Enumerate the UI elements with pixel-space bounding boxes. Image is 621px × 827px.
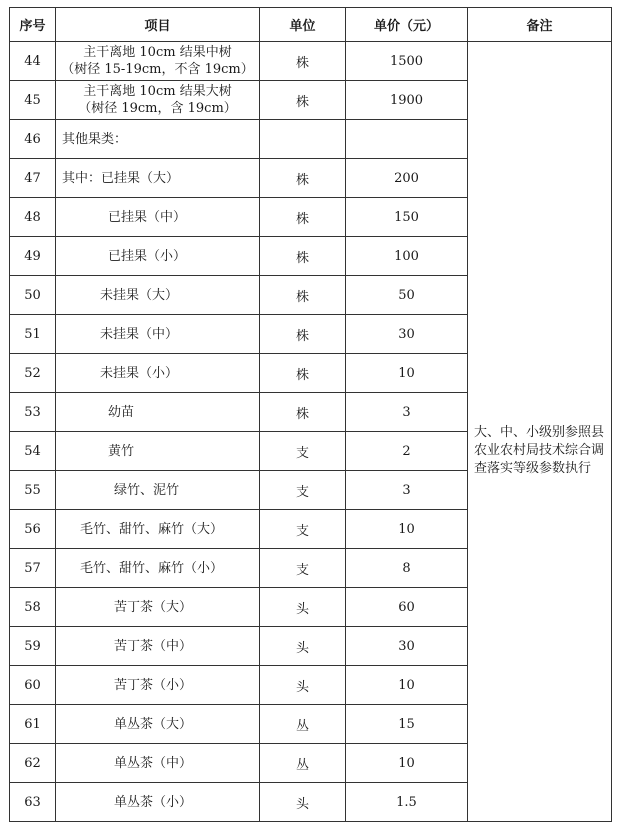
price-table [9, 7, 612, 822]
row-price: 10 [346, 354, 468, 393]
row-unit: 头 [260, 666, 346, 705]
row-unit: 头 [260, 588, 346, 627]
row-price: 1.5 [346, 783, 468, 822]
row-no: 45 [10, 81, 56, 120]
row-price: 1900 [346, 81, 468, 120]
row-item [56, 42, 260, 81]
header-price: 单价（元） [346, 8, 468, 42]
row-no: 52 [10, 354, 56, 393]
row-no: 61 [10, 705, 56, 744]
row-no: 55 [10, 471, 56, 510]
row-item: 其中：已挂果（大） [56, 159, 260, 198]
remark-cell: 大、中、小级别参照县农业农村局技术综合调查落实等级参数执行 [468, 81, 612, 822]
row-price: 100 [346, 237, 468, 276]
row-price: 10 [346, 510, 468, 549]
row-item: 单丛茶（中） [56, 744, 260, 783]
row-unit: 株 [260, 42, 346, 81]
row-unit: 支 [260, 471, 346, 510]
row-item: 未挂果（小） [56, 354, 260, 393]
row-unit: 头 [260, 627, 346, 666]
row-no: 47 [10, 159, 56, 198]
row-item-line2: （树径 15-19cm，不含 19cm） [61, 62, 254, 77]
row-unit: 株 [260, 354, 346, 393]
remark-top-cell [468, 42, 612, 81]
row-unit: 株 [260, 315, 346, 354]
row-unit: 支 [260, 510, 346, 549]
row-no: 57 [10, 549, 56, 588]
row-unit: 支 [260, 549, 346, 588]
row-unit: 支 [260, 432, 346, 471]
row-item: 苦丁茶（小） [56, 666, 260, 705]
row-price: 30 [346, 627, 468, 666]
row-no: 48 [10, 198, 56, 237]
row-item-line1: 主干离地 10cm 结果大树 [83, 84, 232, 99]
header-remark: 备注 [468, 8, 612, 42]
row-unit: 株 [260, 276, 346, 315]
row-no: 49 [10, 237, 56, 276]
row-item: 毛竹、甜竹、麻竹（大） [56, 510, 260, 549]
row-item: 苦丁茶（大） [56, 588, 260, 627]
row-item-line2: （树径 19cm，含 19cm） [78, 101, 237, 116]
row-unit: 丛 [260, 705, 346, 744]
row-item: 毛竹、甜竹、麻竹（小） [56, 549, 260, 588]
row-item: 绿竹、泥竹 [56, 471, 260, 510]
row-price: 200 [346, 159, 468, 198]
row-item: 单丛茶（小） [56, 783, 260, 822]
row-unit: 株 [260, 81, 346, 120]
header-row [10, 8, 612, 42]
header-no: 序号 [10, 8, 56, 42]
row-item-line1: 主干离地 10cm 结果中树 [83, 45, 232, 60]
row-item: 黄竹 [56, 432, 260, 471]
row-item [56, 81, 260, 120]
row-item: 苦丁茶（中） [56, 627, 260, 666]
row-unit: 株 [260, 393, 346, 432]
row-no: 54 [10, 432, 56, 471]
row-item: 未挂果（大） [56, 276, 260, 315]
table-row [10, 81, 612, 120]
row-unit [260, 120, 346, 159]
row-no: 53 [10, 393, 56, 432]
row-item: 其他果类： [56, 120, 260, 159]
row-no: 58 [10, 588, 56, 627]
table-row [10, 42, 612, 81]
row-price: 30 [346, 315, 468, 354]
row-price: 8 [346, 549, 468, 588]
row-item: 单丛茶（大） [56, 705, 260, 744]
row-price: 1500 [346, 42, 468, 81]
row-no: 50 [10, 276, 56, 315]
header-item: 项目 [56, 8, 260, 42]
row-unit: 丛 [260, 744, 346, 783]
row-price: 2 [346, 432, 468, 471]
row-no: 60 [10, 666, 56, 705]
row-no: 46 [10, 120, 56, 159]
row-no: 63 [10, 783, 56, 822]
row-item: 已挂果（小） [56, 237, 260, 276]
row-item: 幼苗 [56, 393, 260, 432]
row-item: 已挂果（中） [56, 198, 260, 237]
row-no: 59 [10, 627, 56, 666]
row-price: 3 [346, 471, 468, 510]
row-no: 44 [10, 42, 56, 81]
row-price: 60 [346, 588, 468, 627]
row-unit: 头 [260, 783, 346, 822]
row-price: 50 [346, 276, 468, 315]
row-no: 56 [10, 510, 56, 549]
row-price: 10 [346, 666, 468, 705]
row-price: 3 [346, 393, 468, 432]
row-price: 10 [346, 744, 468, 783]
row-unit: 株 [260, 159, 346, 198]
row-price [346, 120, 468, 159]
row-price: 150 [346, 198, 468, 237]
header-unit: 单位 [260, 8, 346, 42]
row-unit: 株 [260, 237, 346, 276]
row-no: 62 [10, 744, 56, 783]
row-price: 15 [346, 705, 468, 744]
row-unit: 株 [260, 198, 346, 237]
row-no: 51 [10, 315, 56, 354]
row-item: 未挂果（中） [56, 315, 260, 354]
